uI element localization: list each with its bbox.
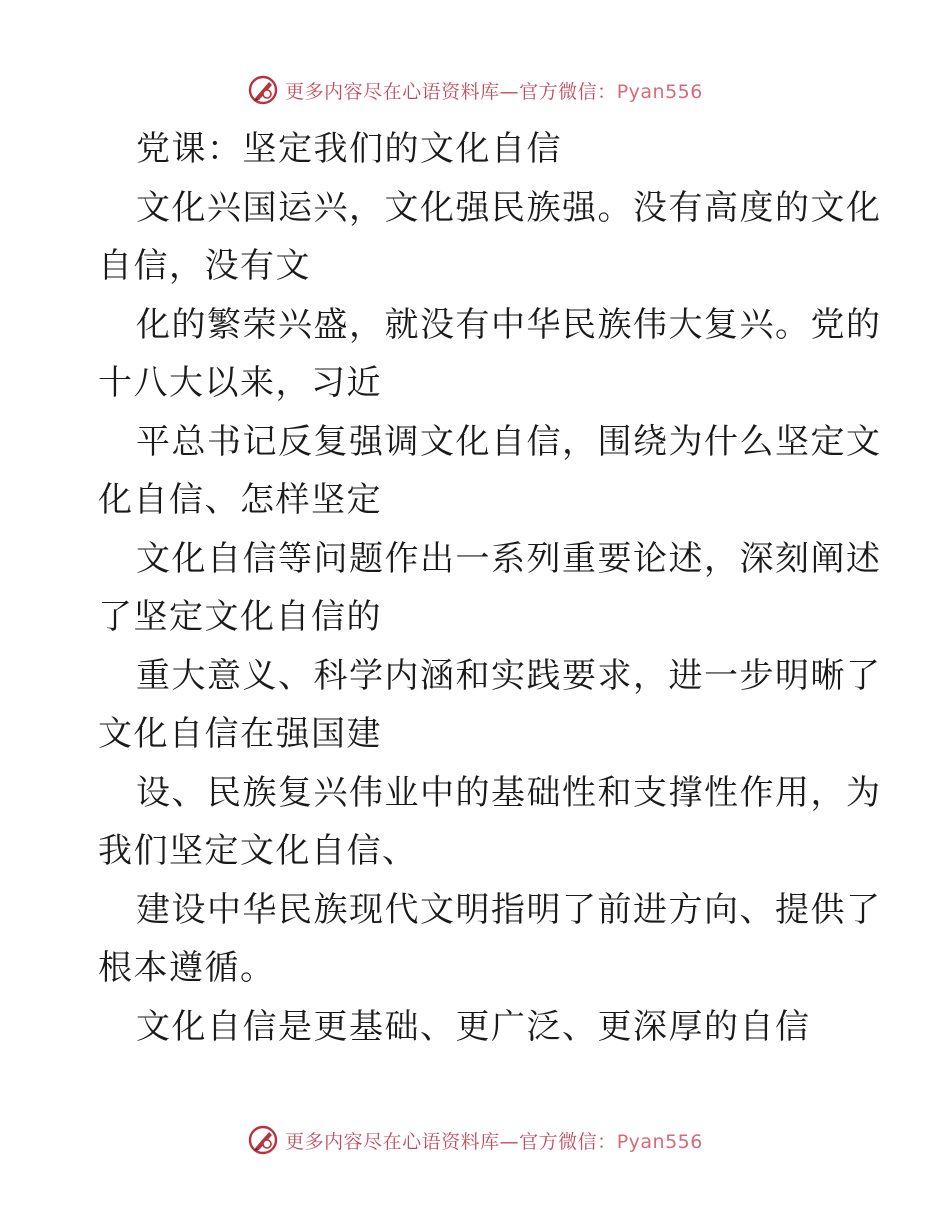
watermark-group	[247, 1124, 703, 1156]
text-line: 文化自信等问题作出一系列重要论述，深刻阐述	[136, 538, 882, 579]
watermark-separator: —	[499, 1130, 520, 1153]
text-line: 根本遵循。	[98, 948, 276, 988]
watermark-wechat-id: Pyan556	[616, 1130, 703, 1153]
text-line: 化自信、怎样坚定	[98, 480, 382, 520]
text-line: 建设中华民族现代文明指明了前进方向、提供了	[136, 889, 882, 930]
document-body	[98, 120, 882, 1056]
watermark-group	[247, 74, 703, 106]
watermark-wechat-label: 官方微信：	[519, 1130, 617, 1153]
text-line: 了坚定文化自信的	[98, 597, 382, 637]
watermark-wechat-id: Pyan556	[616, 80, 703, 103]
watermark-wechat-label: 官方微信：	[519, 80, 617, 103]
pen-logo-icon	[247, 1124, 279, 1156]
watermark-main-text: 更多内容尽在心语资料库	[285, 1130, 500, 1153]
text-line: 我们坚定文化自信、	[98, 831, 418, 871]
watermark-text	[285, 1127, 703, 1154]
text-line: 化的繁荣兴盛，就没有中华民族伟大复兴。党的	[136, 304, 882, 345]
text-line: 文化自信是更基础、更广泛、更深厚的自信	[136, 1006, 811, 1047]
pen-logo-icon	[247, 74, 279, 106]
text-line: 设、民族复兴伟业中的基础性和支撑性作用，为	[136, 772, 882, 813]
watermark-main-text: 更多内容尽在心语资料库	[285, 80, 500, 103]
text-line: 自信，没有文	[98, 246, 311, 286]
header-watermark	[0, 70, 950, 110]
watermark-text	[285, 77, 703, 104]
watermark-separator: —	[499, 80, 520, 103]
text-line: 十八大以来，习近	[98, 363, 382, 403]
document-title: 党课：坚定我们的文化自信	[136, 129, 562, 169]
text-line: 重大意义、科学内涵和实践要求，进一步明晰了	[136, 655, 882, 696]
footer-watermark	[0, 1120, 950, 1160]
text-line: 平总书记反复强调文化自信，围绕为什么坚定文	[136, 421, 882, 462]
text-line: 文化兴国运兴，文化强民族强。没有高度的文化	[136, 187, 882, 228]
text-line: 文化自信在强国建	[98, 714, 382, 754]
